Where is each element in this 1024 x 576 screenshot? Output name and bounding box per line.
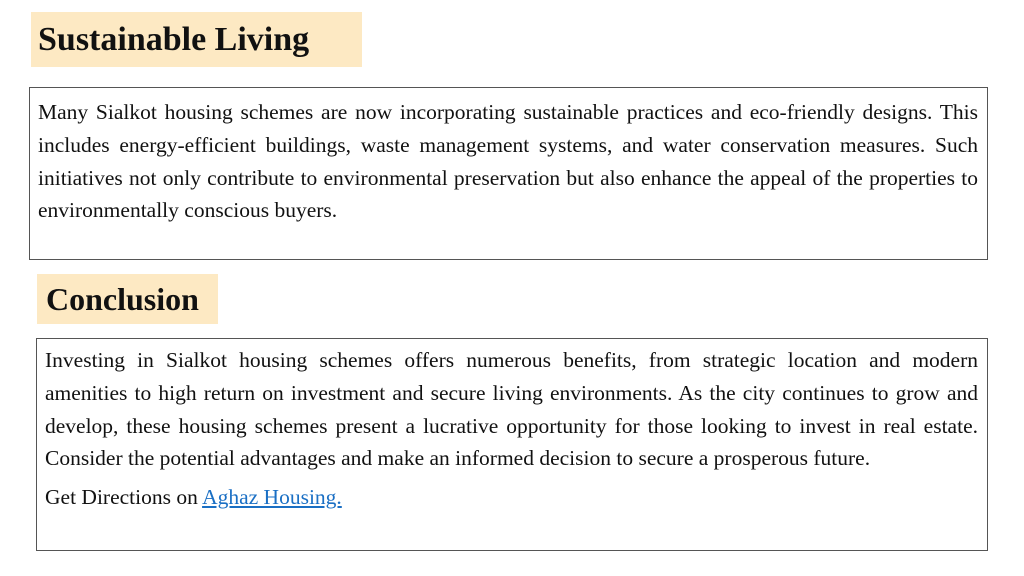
sustainable-living-paragraph: Many Sialkot housing schemes are now incorporating sustainable practices and eco-friendly designs. This includes energy-efficient buildings, waste management systems, and water conservation measures. Such initiatives not only contribute to environmental preservation but also enhance the appeal of the properties to environmentally conscious buyers. [38, 100, 978, 223]
directions-line [45, 481, 978, 514]
sustainable-living-heading: Sustainable Living [31, 12, 362, 67]
conclusion-heading: Conclusion [37, 274, 218, 324]
directions-prefix: Get Directions on [45, 485, 198, 510]
conclusion-paragraph: Investing in Sialkot housing schemes offers numerous benefits, from strategic location and modern amenities to high return on investment and secure living environments. As the city continues to grow and develop, these housing schemes present a lucrative opportunity for those looking to invest in real estate. Consider the potential advantages and make an informed decision to secure a prosperous future. [45, 348, 978, 471]
conclusion-text-box [36, 338, 988, 551]
sustainable-living-text-box [29, 87, 988, 260]
aghaz-housing-link[interactable]: Aghaz Housing. [202, 485, 342, 510]
